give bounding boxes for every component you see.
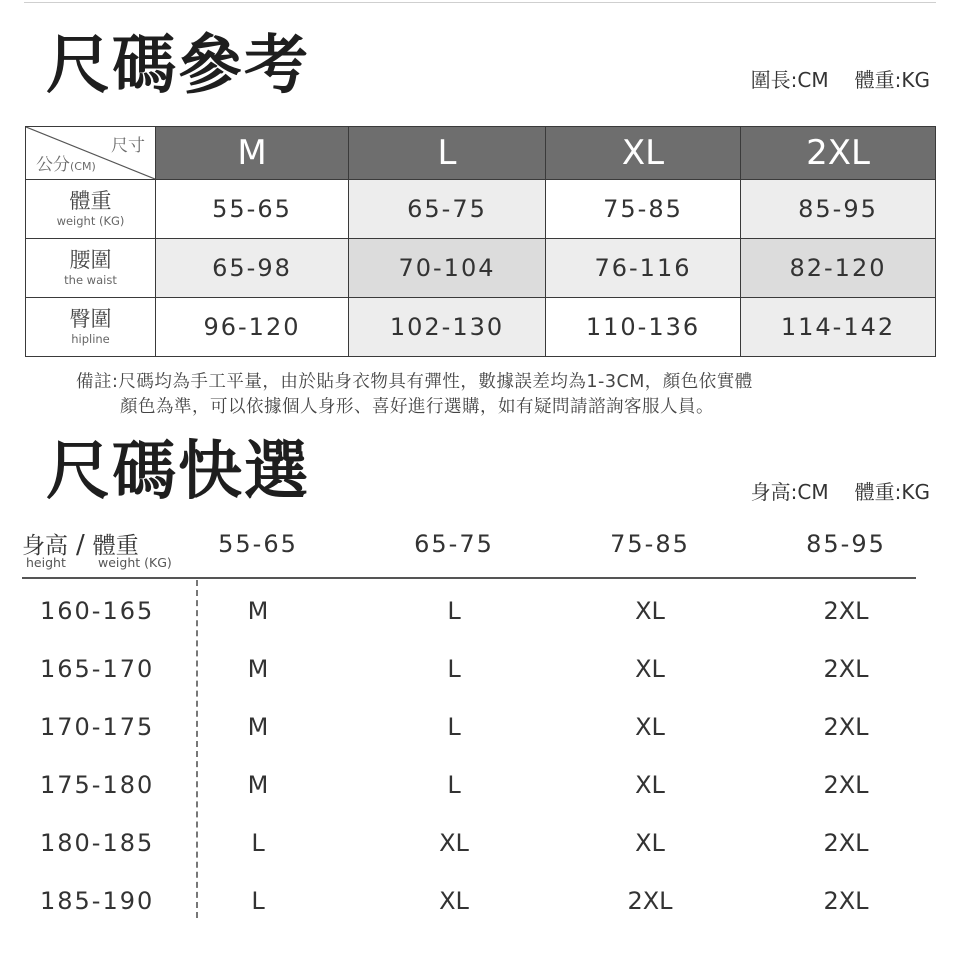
size-value: L [251,829,265,857]
table-cell: 75-85 [546,180,741,239]
size-header-xl: XL [546,127,741,180]
size-value: 2XL [823,887,869,915]
size-value: L [447,655,461,683]
top-divider [24,2,936,3]
table-cell: 82-120 [741,239,936,298]
table-cell: 114-142 [741,298,936,357]
table-cell: 96-120 [156,298,349,357]
note-line-1: 備註:尺碼均為手工平量，由於貼身衣物具有彈性，數據誤差均為1-3CM，顏色依實體 [76,372,753,392]
weight-range-header: 75-85 [610,530,690,558]
weight-label: 體重 [92,533,139,559]
row-label-hipline: 臀圍 hipline [26,298,156,357]
size-reference-units [751,64,930,93]
note-line-2: 顏色為準，可以依據個人身形、喜好進行選購，如有疑問請諮詢客服人員。 [120,397,714,417]
weight-sub-label: weight (KG) [98,555,172,570]
table-cell: 76-116 [546,239,741,298]
size-value: L [447,597,461,625]
height-range: 165-170 [40,655,155,683]
size-value: 2XL [823,771,869,799]
list-item [0,770,960,828]
weight-range-header: 85-95 [806,530,886,558]
table-cell: 85-95 [741,180,936,239]
corner-size-label: 尺寸 [111,136,145,156]
size-value: XL [635,597,665,625]
table-cell: 110-136 [546,298,741,357]
list-item [0,828,960,886]
size-reference-title: 尺碼參考 [46,29,310,103]
size-value: 2XL [823,655,869,683]
unit-weight: 體重:KG [854,68,930,92]
size-header-row [26,127,936,180]
height-label: 身高 [22,533,68,559]
height-range: 185-190 [40,887,155,915]
size-value: 2XL [823,597,869,625]
unit-weight: 體重:KG [854,480,930,504]
size-value: L [251,887,265,915]
table-cell: 55-65 [156,180,349,239]
axis-slash: / [76,530,85,560]
size-header-2xl: 2XL [741,127,936,180]
table-row-waist [26,239,936,298]
list-item [0,596,960,654]
corner-cell [26,127,156,180]
table-cell: 102-130 [349,298,546,357]
height-range: 170-175 [40,713,155,741]
size-value: M [247,597,269,625]
unit-length: 圍長:CM [750,68,829,92]
size-note [76,370,916,420]
row-label-weight: 體重 weight (KG) [26,180,156,239]
size-value: M [247,771,269,799]
height-sub-label: height [26,555,66,570]
size-value: XL [635,713,665,741]
size-value: XL [439,829,469,857]
size-value: XL [635,829,665,857]
quick-select-units [751,476,930,505]
size-table [25,126,936,357]
unit-height: 身高:CM [750,480,829,504]
height-range: 160-165 [40,597,155,625]
size-value: M [247,655,269,683]
table-cell: 65-98 [156,239,349,298]
table-row-hipline [26,298,936,357]
size-header-m: M [156,127,349,180]
size-value: XL [439,887,469,915]
weight-range-header: 65-75 [414,530,494,558]
size-value: L [447,713,461,741]
list-item [0,712,960,770]
list-item [0,886,960,944]
table-row-weight [26,180,936,239]
row-label-waist: 腰圍 the waist [26,239,156,298]
table-cell: 65-75 [349,180,546,239]
table-cell: 70-104 [349,239,546,298]
height-range: 180-185 [40,829,155,857]
size-value: 2XL [823,713,869,741]
quick-select-axis-label [22,527,172,570]
quick-select-title: 尺碼快選 [46,435,310,509]
size-value: XL [635,655,665,683]
size-value: M [247,713,269,741]
list-item [0,654,960,712]
size-value: 2XL [627,887,673,915]
size-value: L [447,771,461,799]
corner-unit-label: 公分(CM) [36,155,96,175]
size-header-l: L [349,127,546,180]
height-range: 175-180 [40,771,155,799]
size-value: XL [635,771,665,799]
quick-select-header-rule [22,577,916,579]
weight-range-header: 55-65 [218,530,298,558]
size-value: 2XL [823,829,869,857]
